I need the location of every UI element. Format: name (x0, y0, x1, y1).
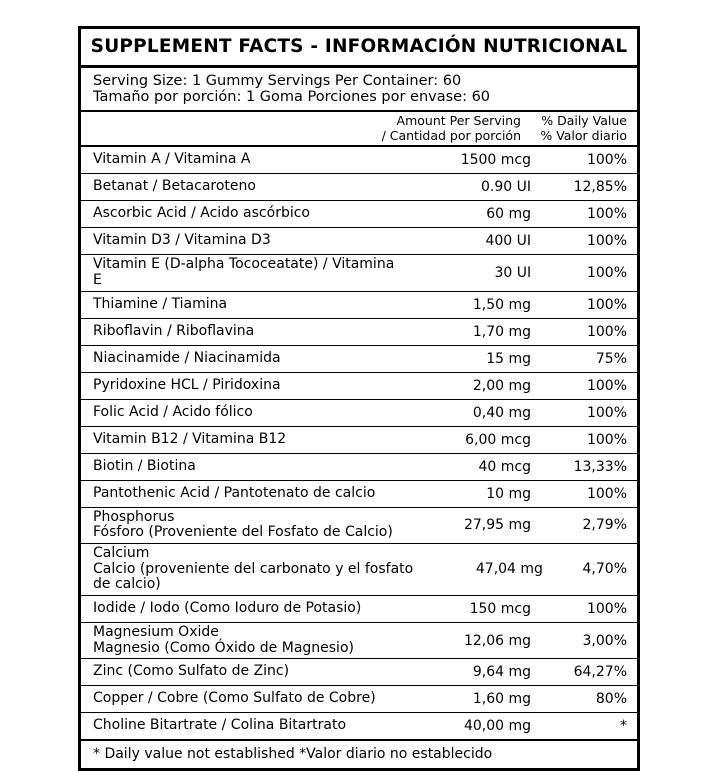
table-row (81, 713, 637, 741)
nutrient-name (93, 718, 411, 734)
footnote: * Daily value not established *Valor diario no establecido (93, 746, 493, 763)
amount-header-es: / Cantidad por porción (381, 127, 521, 143)
nutrient-amount: 27,95 mg (463, 517, 531, 534)
nutrient-name (93, 405, 411, 421)
nutrient-amount: 400 UI (485, 233, 531, 250)
nutrient-name-line1: Ascorbic Acid / Acido ascórbico (93, 205, 310, 222)
table-row (81, 400, 637, 427)
table-row (81, 319, 637, 346)
nutrient-name (93, 378, 411, 394)
daily-value-header (521, 114, 627, 143)
nutrient-name (93, 257, 411, 288)
nutrient-amount: 1,50 mg (472, 296, 531, 313)
nutrient-daily-value: 64,27% (573, 664, 627, 681)
nutrient-amount: 2,00 mg (472, 377, 531, 394)
nutrient-name (93, 546, 439, 593)
nutrient-name (93, 324, 411, 340)
table-row (81, 481, 637, 508)
table-row (81, 174, 637, 201)
nutrient-amount: 15 mg (486, 350, 531, 367)
nutrient-daily-value: 2,79% (582, 517, 627, 534)
nutrient-daily-value: 100% (586, 404, 627, 421)
serving-size-en: Serving Size: 1 Gummy Servings Per Container: 60 (93, 73, 462, 89)
nutrient-name (93, 510, 411, 541)
supplement-facts-panel (78, 26, 640, 771)
table-row (81, 228, 637, 255)
nutrient-name (93, 459, 411, 475)
nutrient-name-line1: Vitamin E (D-alpha Tococeatate) / Vitamina E (93, 256, 395, 288)
dv-header-es: % Valor diario (540, 127, 627, 143)
nutrient-daily-value: 100% (586, 152, 627, 169)
nutrient-amount: 1500 mcg (460, 152, 531, 169)
nutrient-daily-value: 100% (586, 264, 628, 281)
nutrient-amount: 6,00 mcg (465, 431, 531, 448)
table-row (81, 659, 637, 686)
nutrient-daily-value: 4,70% (582, 561, 627, 578)
table-row (81, 596, 637, 623)
nutrient-daily-value: 100% (586, 323, 627, 340)
nutrient-name (93, 486, 411, 502)
nutrient-name (93, 601, 411, 617)
nutrient-amount: 0.90 UI (481, 179, 531, 196)
nutrient-amount: 9,64 mg (472, 664, 531, 681)
nutrient-name (93, 233, 411, 249)
nutrient-name-line1: Iodide / Iodo (Como Ioduro de Potasio) (93, 600, 362, 617)
nutrient-rows (81, 147, 637, 741)
serving-size-es: Tamaño por porción: 1 Goma Porciones por envase: 60 (93, 89, 491, 106)
nutrient-name-line1: Pyridoxine HCL / Piridoxina (93, 376, 281, 393)
nutrient-daily-value: * (620, 718, 627, 735)
nutrient-name-line1: Pantothenic Acid / Pantotenato de calcio (93, 484, 376, 501)
nutrient-amount: 47,04 mg (475, 561, 543, 578)
nutrient-name-line1: Magnesium Oxide (93, 623, 219, 640)
nutrient-name (93, 206, 411, 222)
nutrient-name (93, 152, 411, 168)
nutrient-name (93, 691, 411, 707)
nutrient-daily-value: 100% (586, 377, 627, 394)
page-title: SUPPLEMENT FACTS - INFORMACIÓN NUTRICIONAL (90, 36, 628, 57)
nutrient-amount: 1,60 mg (472, 691, 531, 708)
nutrient-name-line2: Fósforo (Proveniente del Fosfato de Calcio) (93, 524, 393, 541)
nutrient-amount: 40 mcg (478, 458, 531, 475)
nutrient-name-line2: Calcio (proveniente del carbonato y el fosfato de calcio) (93, 560, 414, 593)
nutrient-name-line1: Vitamin A / Vitamina A (93, 151, 251, 168)
nutrient-name-line1: Riboflavin / Riboflavina (93, 322, 255, 339)
nutrient-daily-value: 80% (595, 691, 627, 708)
table-row (81, 147, 637, 174)
nutrient-name-line1: Vitamin D3 / Vitamina D3 (93, 232, 271, 249)
nutrient-daily-value: 12,85% (573, 179, 627, 196)
table-row (81, 686, 637, 713)
nutrient-amount: 10 mg (486, 485, 531, 502)
nutrient-daily-value: 75% (595, 350, 627, 367)
header-spacer (93, 114, 349, 143)
nutrient-name-line1: Folic Acid / Acido fólico (93, 403, 253, 420)
nutrient-daily-value: 13,33% (573, 458, 627, 475)
nutrient-name (93, 179, 411, 195)
amount-header-en: Amount Per Serving (396, 113, 521, 129)
amount-per-serving-header (349, 114, 521, 143)
nutrient-amount: 12,06 mg (463, 632, 531, 649)
nutrient-name-line1: Calcium (93, 544, 150, 561)
nutrient-name-line1: Betanat / Betacaroteno (93, 178, 256, 195)
nutrient-name-line1: Vitamin B12 / Vitamina B12 (93, 430, 287, 447)
label-title-bar (81, 29, 637, 68)
table-row (81, 508, 637, 544)
nutrient-name (93, 432, 411, 448)
column-headers (81, 112, 637, 147)
nutrient-daily-value: 100% (586, 485, 627, 502)
nutrient-name-line1: Niacinamide / Niacinamida (93, 349, 281, 366)
nutrient-amount: 0,40 mg (472, 404, 531, 421)
nutrient-name (93, 351, 411, 367)
nutrient-name-line1: Zinc (Como Sulfato de Zinc) (93, 663, 290, 680)
nutrient-name-line1: Biotin / Biotina (93, 457, 196, 474)
table-row (81, 292, 637, 319)
table-row (81, 373, 637, 400)
nutrient-amount: 40,00 mg (463, 718, 531, 735)
nutrient-amount: 30 UI (494, 264, 532, 281)
table-row (81, 427, 637, 454)
nutrient-name-line1: Copper / Cobre (Como Sulfato de Cobre) (93, 690, 376, 707)
nutrient-daily-value: 100% (586, 233, 627, 250)
nutrient-name-line1: Phosphorus (93, 508, 175, 525)
table-row (81, 201, 637, 228)
nutrient-daily-value: 3,00% (582, 632, 627, 649)
nutrient-name-line1: Thiamine / Tiamina (93, 295, 228, 312)
nutrient-name-line2: Magnesio (Como Óxido de Magnesio) (93, 639, 354, 656)
nutrient-daily-value: 100% (586, 600, 627, 617)
nutrient-name (93, 664, 411, 680)
nutrient-daily-value: 100% (586, 296, 627, 313)
serving-info (81, 68, 637, 112)
table-row (81, 255, 637, 291)
nutrient-name-line1: Choline Bitartrate / Colina Bitartrato (93, 717, 347, 734)
table-row (81, 623, 637, 659)
table-row (81, 544, 637, 596)
nutrient-name (93, 297, 411, 313)
nutrient-amount: 1,70 mg (472, 323, 531, 340)
table-row (81, 346, 637, 373)
nutrient-daily-value: 100% (586, 431, 627, 448)
table-row (81, 454, 637, 481)
dv-header-en: % Daily Value (541, 113, 627, 129)
nutrient-name (93, 625, 411, 656)
nutrient-amount: 150 mcg (469, 600, 531, 617)
nutrient-amount: 60 mg (486, 206, 531, 223)
nutrient-daily-value: 100% (586, 206, 627, 223)
